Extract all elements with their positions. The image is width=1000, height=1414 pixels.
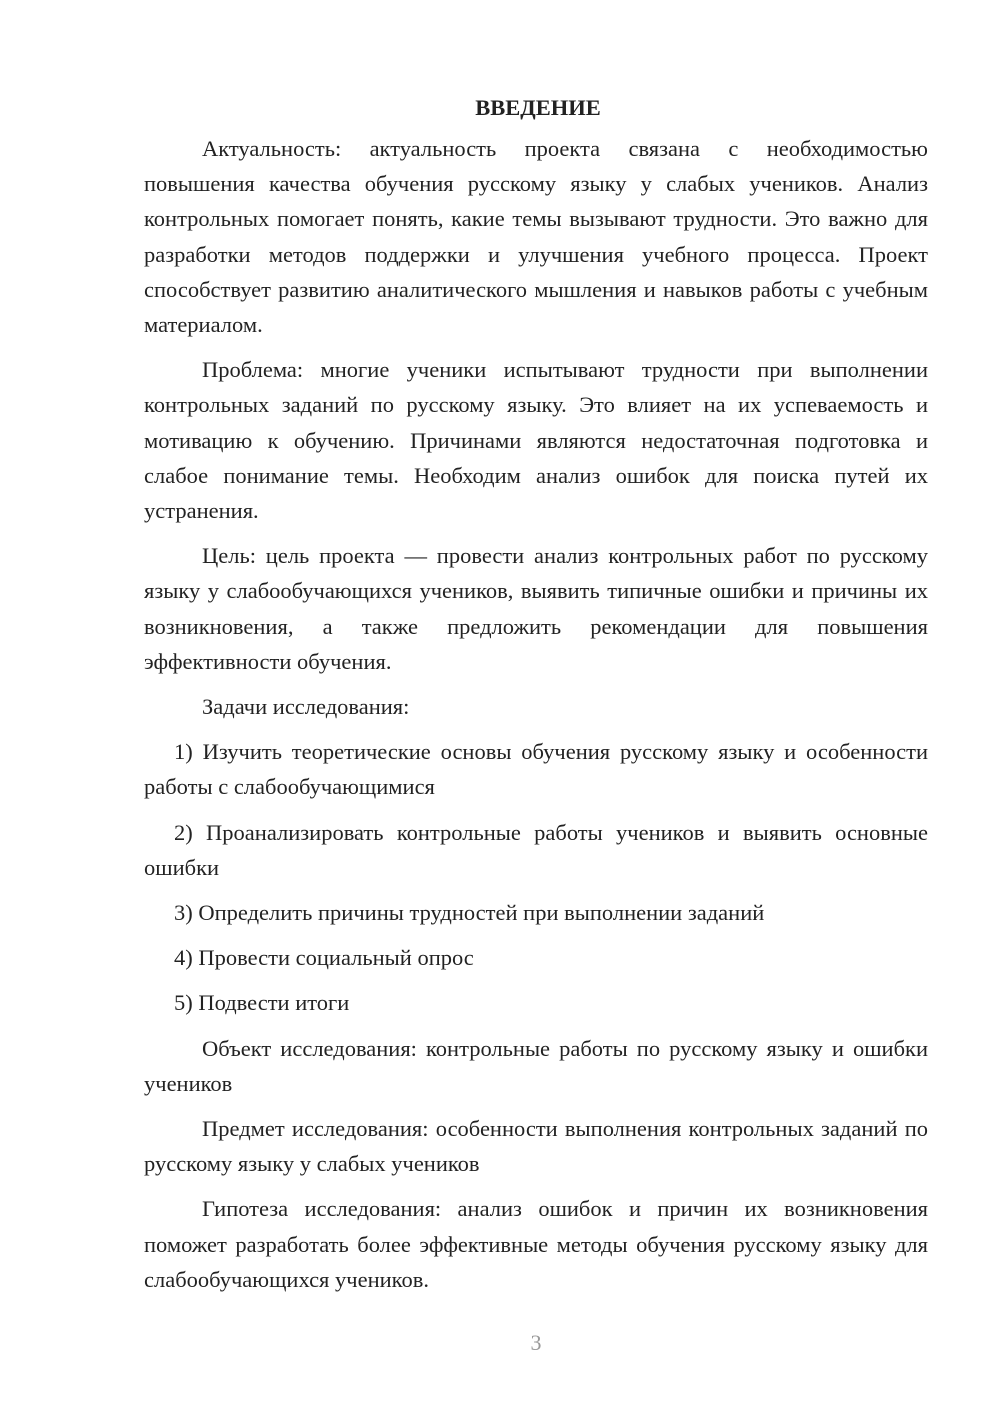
problem-paragraph: Проблема: многие ученики испытывают трудности при выполнении контрольных заданий по русскому языку. Это влияет на их успеваемость и мотивацию к обучению. Причинами являются недостаточная подготовка и слабое понимание темы. Необходим анализ ошибок для поиска путей их устранения. [144,357,928,524]
task-item-2: 2) Проанализировать контрольные работы учеников и выявить основные ошибки [144,819,928,880]
tasks-heading: Задачи исследования: [202,694,410,720]
task-item-3: 3) Определить причины трудностей при выполнении заданий [174,900,765,926]
task-item-5: 5) Подвести итоги [174,990,350,1016]
hypothesis-paragraph: Гипотеза исследования: анализ ошибок и причин их возникновения поможет разработать более эффективные методы обучения русскому языку для слабообучающихся учеников. [144,1196,928,1292]
relevance-paragraph: Актуальность: актуальность проекта связана с необходимостью повышения качества обучения русскому языку у слабых учеников. Анализ контрольных помогает понять, какие темы вызывают трудности. Это важно для разработки методов поддержки и улучшения учебного процесса. Проект способствует развитию аналитического мышления и навыков работы с учебным материалом. [144,136,928,338]
document-page [144,90,928,1307]
task-item-4: 4) Провести социальный опрос [174,945,474,971]
section-title: ВВЕДЕНИЕ [475,95,601,120]
object-paragraph: Объект исследования: контрольные работы по русскому языку и ошибки учеников [144,1035,928,1096]
goal-paragraph: Цель: цель проекта — провести анализ контрольных работ по русскому языку у слабообучающихся учеников, выявить типичные ошибки и причины их возникновения, а также предложить рекомендации для повышения эффективности обучения. [144,543,928,674]
subject-paragraph: Предмет исследования: особенности выполнения контрольных заданий по русскому языку у слабых учеников [144,1116,928,1177]
page-number: 3 [530,1330,542,1355]
task-item-1: 1) Изучить теоретические основы обучения русскому языку и особенности работы с слабообучающимися [144,739,928,800]
